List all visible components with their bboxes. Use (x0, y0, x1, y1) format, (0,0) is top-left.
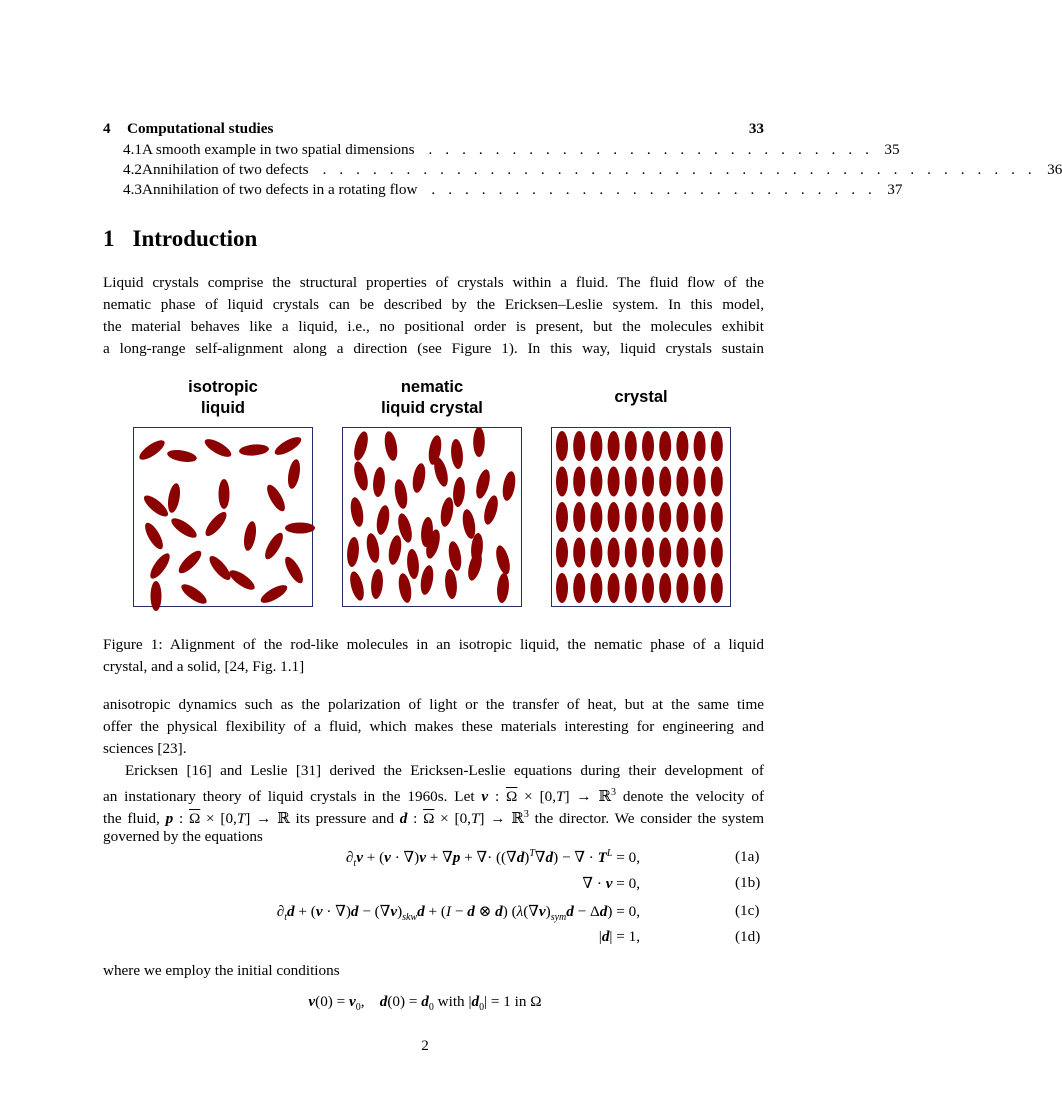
text-line: the material behaves like a liquid, i.e., no positional order is present, but the molecules exhibit (103, 318, 764, 335)
molecule-rod (642, 502, 654, 532)
molecule-rod (659, 573, 671, 603)
equation-1a (0, 848, 850, 870)
molecules-isotropic (134, 428, 312, 606)
figure-caption (103, 634, 764, 678)
page-number: 2 (421, 1037, 429, 1054)
molecule-rod (179, 581, 210, 607)
molecule-rod (482, 494, 501, 526)
equation-1c (0, 902, 850, 924)
initial-conditions-equation: $v(0) = v_0$, $d(0) = d_0$ with $|d_0| = 1$ in Ω (308, 993, 542, 1014)
molecule-rod (676, 431, 688, 461)
molecule-rod (590, 502, 602, 532)
text-line: a long-range self-alignment along a direction (see Figure 1). In this way, liquid crystals sustain (103, 340, 764, 357)
figure-panel-title-isotropic (133, 377, 313, 419)
molecule-rod (608, 467, 620, 497)
panel-title-line: nematic (400, 378, 464, 396)
toc-item-4-1[interactable] (103, 141, 900, 161)
figure-panel-title-crystal (551, 387, 731, 408)
molecule-rod (556, 431, 568, 461)
molecule-rod (242, 520, 258, 551)
molecule-rod (452, 477, 466, 508)
text-line: where we employ the initial conditions (103, 962, 340, 979)
text-line: governed by the equations (103, 828, 263, 845)
molecule-rod (625, 573, 637, 603)
molecule-rod (447, 540, 464, 572)
molecule-rod (573, 467, 585, 497)
toc-section-page: 33 (748, 120, 764, 137)
molecule-rod (141, 492, 171, 520)
molecule-rod (694, 538, 706, 568)
text-line: sciences [23]. (103, 740, 187, 757)
molecule-rod (711, 502, 723, 532)
equation-1b (0, 874, 850, 896)
molecule-rod (176, 548, 205, 577)
molecule-rod (659, 502, 671, 532)
equation-tag: (1b) (735, 874, 761, 891)
molecule-rod (501, 470, 518, 502)
molecule-rod (573, 573, 585, 603)
molecule-rod (219, 479, 230, 509)
toc-item-number: 4.2 (123, 161, 142, 178)
equation-body: |d| = 1, (598, 928, 640, 945)
molecule-rod (590, 431, 602, 461)
panel-nematic (342, 427, 522, 607)
molecule-rod (625, 467, 637, 497)
molecule-rod (372, 467, 386, 498)
molecule-rod (556, 502, 568, 532)
molecule-rod (383, 430, 400, 462)
molecule-rod (642, 467, 654, 497)
equation-tag: (1d) (735, 928, 761, 945)
toc-item-4-3[interactable] (103, 181, 903, 201)
molecule-rod (272, 434, 303, 459)
caption-line: Figure 1: Alignment of the rod-like molecules in an isotropic liquid, the nematic phase of a liquid (103, 636, 764, 653)
molecule-rod (642, 431, 654, 461)
toc-item-4-2[interactable] (103, 161, 1062, 181)
molecule-rod (411, 462, 428, 494)
molecule-rod (137, 437, 168, 463)
molecule-rod (142, 520, 167, 551)
molecule-rod (419, 564, 436, 596)
molecule-rod (450, 439, 464, 470)
molecule-rod (625, 431, 637, 461)
molecule-rod (494, 544, 513, 576)
molecule-rod (151, 581, 162, 611)
molecule-rod (676, 502, 688, 532)
toc-section-4[interactable] (103, 120, 764, 140)
text-line-velocity: an instationary theory of liquid crystals in the 1960s. Let v : $\overline{\Omega} \times [0,T]$ → ℝ$^3$ denote the velocity of (103, 787, 764, 806)
panel-title-line: crystal (614, 388, 668, 406)
molecule-rod (556, 573, 568, 603)
molecule-rod (375, 504, 392, 536)
molecule-rod (349, 496, 366, 528)
molecule-rod (397, 572, 414, 604)
molecule-rod (166, 448, 197, 464)
equation-body: $\partial_tv + (v \cdot \nabla)v + \nabla p$ + ∇· $((\nabla d)^T\nabla d)$ − ∇ · $T^L = 0$, (345, 848, 640, 870)
molecule-rod (694, 573, 706, 603)
panel-title-line: liquid (201, 399, 245, 417)
molecule-rod (352, 430, 371, 462)
molecule-rod (346, 537, 360, 568)
molecule-rod (659, 538, 671, 568)
molecule-rod (166, 482, 182, 513)
toc-item-number: 4.3 (123, 181, 142, 198)
molecule-rod (258, 582, 289, 607)
molecule-rod (642, 538, 654, 568)
molecule-rod (556, 467, 568, 497)
section-heading (103, 226, 257, 252)
molecule-rod (711, 573, 723, 603)
body-paragraph (103, 694, 764, 760)
toc-item-page: 36 (1047, 161, 1062, 178)
toc-leader: . . . . . . . . . . . . . . . . . . . . . . . . . . . (431, 181, 877, 198)
molecule-rod (573, 431, 585, 461)
text-line: Liquid crystals comprise the structural properties of crystals within a fluid. The fluid flow of the (103, 274, 764, 291)
panel-title-line: isotropic (188, 378, 258, 396)
molecule-rod (496, 573, 510, 604)
molecule-rod (608, 538, 620, 568)
molecule-rod (676, 573, 688, 603)
toc-item-title: Annihilation of two defects in a rotating flow (141, 181, 418, 198)
molecule-rod (625, 502, 637, 532)
molecule-rod (264, 482, 289, 513)
toc-item-page: 35 (884, 141, 900, 158)
molecule-rod (659, 431, 671, 461)
molecule-rod (285, 523, 315, 534)
toc-section-number: 4 (103, 120, 111, 137)
molecule-rod (202, 509, 230, 539)
equation-tag: (1c) (735, 902, 760, 919)
molecule-rod (556, 538, 568, 568)
molecule-rod (202, 436, 233, 461)
molecule-rod (625, 538, 637, 568)
molecule-rod (227, 567, 258, 593)
molecule-rod (642, 573, 654, 603)
molecule-rod (711, 431, 723, 461)
text-line-pressure: the fluid, p : $\overline{\Omega} \times [0,T]$ → ℝ its pressure and d : $\overline{\Omega} \times [0,T]$ → ℝ$^3$ the director. We consider the system (103, 809, 765, 828)
molecule-rod (461, 508, 478, 540)
molecule-rod (711, 467, 723, 497)
figure-panel-title-nematic (342, 377, 522, 419)
equation-body: $\partial_td + (v \cdot \nabla)d - (\nabla v)_{skw}d + (I - d$ ⊗ d) $(\lambda(\nabla v)_{sym}d - \Delta d) = 0$, (276, 903, 640, 924)
toc-item-title: Annihilation of two defects (141, 161, 309, 178)
molecule-rod (439, 496, 456, 528)
molecule-rod (694, 502, 706, 532)
text-line: nematic phase of liquid crystals can be described by the Ericksen–Leslie system. In this model, (103, 296, 764, 313)
equation-body: ∇ · v = 0, (582, 875, 640, 892)
toc-item-number: 4.1 (123, 141, 142, 158)
toc-leader: . . . . . . . . . . . . . . . . . . . . . . . . . . . (428, 141, 874, 158)
caption-line: crystal, and a solid, [24, Fig. 1.1] (103, 658, 305, 675)
text-line: Ericksen [16] and Leslie [31] derived the Ericksen-Leslie equations during their development of (125, 762, 764, 779)
molecule-rod (473, 427, 485, 457)
molecules-nematic (343, 428, 521, 606)
initial-conditions-intro (103, 960, 764, 982)
molecule-rod (676, 538, 688, 568)
text-line: anisotropic dynamics such as the polarization of light or the transfer of heat, but at the same time (103, 696, 764, 713)
section-title: Introduction (132, 226, 258, 251)
molecule-rod (590, 573, 602, 603)
panel-title-line: liquid crystal (381, 399, 483, 417)
molecule-rod (348, 570, 367, 602)
molecule-rod (659, 467, 671, 497)
toc-leader: . . . . . . . . . . . . . . . . . . . . . . . . . . . . . . . . . . . . . . . . . . . (322, 161, 1037, 178)
panel-crystal (551, 427, 731, 607)
toc-item-title: A smooth example in two spatial dimensions (141, 141, 415, 158)
molecule-rod (393, 478, 410, 510)
equation-tag: (1a) (735, 848, 760, 865)
ericksen-paragraph (103, 760, 764, 848)
section-number: 1 (103, 226, 115, 251)
molecule-rod (282, 554, 307, 585)
molecule-rod (206, 553, 234, 583)
molecule-rod (444, 569, 458, 600)
molecule-rod (676, 467, 688, 497)
panel-isotropic (133, 427, 313, 607)
molecule-rod (608, 573, 620, 603)
equation-1d (0, 928, 850, 950)
molecule-rod (590, 538, 602, 568)
molecule-rod (474, 468, 493, 500)
text-line: offer the physical flexibility of a fluid, which makes these materials interesting for engineering and (103, 718, 764, 735)
intro-paragraph (103, 272, 764, 360)
molecule-rod (262, 530, 287, 561)
molecules-crystal (552, 428, 730, 606)
molecule-rod (694, 431, 706, 461)
molecule-rod (406, 549, 420, 580)
toc-section-title: Computational studies (127, 120, 274, 137)
molecule-rod (147, 551, 173, 582)
molecule-rod (573, 502, 585, 532)
molecule-rod (387, 534, 404, 566)
molecule-rod (590, 467, 602, 497)
molecule-rod (286, 458, 302, 489)
toc-item-page: 37 (887, 181, 903, 198)
molecule-rod (352, 460, 371, 492)
molecule-rod (365, 532, 382, 564)
molecule-rod (711, 538, 723, 568)
molecule-rod (608, 502, 620, 532)
molecule-rod (370, 569, 384, 600)
molecule-rod (694, 467, 706, 497)
molecule-rod (239, 443, 270, 457)
molecule-rod (169, 515, 200, 541)
molecule-rod (573, 538, 585, 568)
molecule-rod (608, 431, 620, 461)
